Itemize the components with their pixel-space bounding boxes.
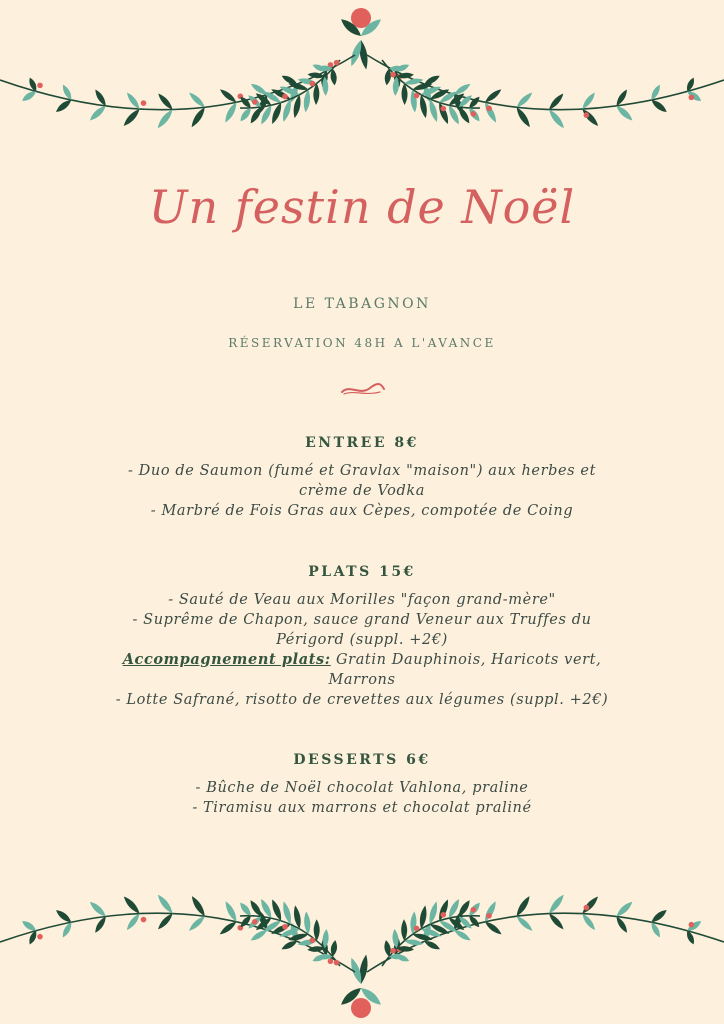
berry-icon	[334, 60, 340, 66]
plats-item: Marrons	[328, 672, 396, 688]
desserts-section	[40, 752, 684, 818]
leaf-icon	[54, 908, 73, 925]
ornament-berry-icon	[351, 998, 371, 1018]
plats-item: - Sauté de Veau aux Morilles "façon grand-mère"	[168, 592, 556, 608]
leaf-icon	[580, 107, 600, 128]
berry-icon	[309, 938, 315, 944]
leaf-icon	[156, 912, 175, 932]
berry-icon	[470, 111, 476, 117]
leaf-icon	[187, 90, 206, 109]
swash-divider-icon	[340, 382, 386, 398]
leaf-icon	[122, 895, 142, 916]
reservation-note: RÉSERVATION 48H A L'AVANCE	[228, 336, 496, 350]
leaf-icon	[547, 912, 566, 932]
entree-item: crème de Vodka	[298, 483, 426, 499]
berry-icon	[282, 94, 288, 100]
entree-heading: ENTREE 8€	[305, 435, 419, 451]
plats-item: - Suprême de Chapon, sauce grand Veneur aux Truffes du	[132, 612, 592, 628]
leaf-icon	[187, 914, 207, 933]
berry-icon	[584, 905, 590, 911]
berry-icon	[486, 105, 492, 111]
dessert-item: - Bûche de Noël chocolat Vahlona, praline	[195, 780, 529, 796]
entree-item: - Marbré de Fois Gras aux Cèpes, compotée de Coing	[150, 503, 574, 519]
plats-section	[40, 564, 684, 710]
berry-icon	[334, 960, 340, 966]
leaf-icon	[218, 87, 238, 104]
leaf-icon	[218, 920, 238, 937]
plats-heading: PLATS 15€	[308, 564, 416, 580]
berry-icon	[309, 81, 315, 87]
leaf-icon	[614, 900, 634, 919]
plats-item: Périgord (suppl. +2€)	[276, 632, 448, 648]
berry-icon	[328, 958, 334, 964]
berry-icon	[390, 948, 396, 954]
accompaniment-line	[40, 650, 684, 670]
berry-icon	[252, 99, 258, 105]
berry-icon	[141, 917, 147, 923]
berry-icon	[414, 926, 420, 932]
entree-item: - Duo de Saumon (fumé et Gravlax "maison") aux herbes et	[127, 463, 597, 479]
garland-bottom-decoration	[0, 862, 724, 1024]
berry-icon	[37, 934, 43, 940]
leaf-icon	[314, 919, 320, 941]
leaf-icon	[54, 98, 73, 115]
leaf-icon	[313, 83, 320, 105]
menu-title: Un festin de Noël	[148, 180, 576, 234]
desserts-heading: DESSERTS 6€	[293, 752, 431, 768]
garland-top-decoration	[0, 0, 724, 165]
leaf-icon	[547, 108, 567, 130]
leaf-icon	[88, 104, 108, 123]
berry-icon	[282, 924, 288, 930]
leaf-icon	[547, 893, 566, 916]
berry-icon	[486, 913, 492, 919]
leaf-icon	[156, 893, 175, 916]
leaf-icon	[483, 87, 503, 104]
berry-icon	[252, 919, 258, 925]
accompaniment-text: Gratin Dauphinois, Haricots vert,	[330, 652, 602, 668]
dessert-item: - Tiramisu aux marrons et chocolat praliné	[192, 800, 532, 816]
leaf-icon	[547, 92, 565, 112]
leaf-icon	[515, 914, 535, 933]
leaf-icon	[650, 908, 669, 925]
berry-icon	[37, 83, 43, 89]
leaf-icon	[155, 108, 175, 130]
leaf-icon	[88, 900, 108, 919]
leaf-icon	[580, 895, 600, 916]
berry-icon	[470, 907, 476, 913]
leaf-icon	[515, 90, 534, 109]
berry-icon	[414, 93, 420, 99]
berry-icon	[584, 112, 590, 118]
branch-stem	[0, 55, 355, 110]
leaf-icon	[483, 920, 503, 937]
berry-icon	[440, 106, 446, 112]
entree-section	[40, 435, 684, 521]
leaf-icon	[401, 919, 407, 941]
berry-icon	[689, 922, 695, 928]
leaf-icon	[650, 98, 669, 115]
leaf-icon	[122, 107, 142, 128]
berry-icon	[440, 912, 446, 918]
accompaniment-label: Accompagnement plats:	[122, 651, 331, 668]
plats-item: - Lotte Safrané, risotto de crevettes aux légumes (suppl. +2€)	[115, 692, 609, 708]
leaf-icon	[614, 104, 634, 123]
leaf-icon	[156, 92, 174, 112]
berry-icon	[390, 72, 396, 78]
leaf-icon	[401, 83, 407, 105]
berry-icon	[141, 100, 147, 106]
restaurant-name: LE TABAGNON	[293, 296, 431, 312]
berry-icon	[689, 95, 695, 101]
